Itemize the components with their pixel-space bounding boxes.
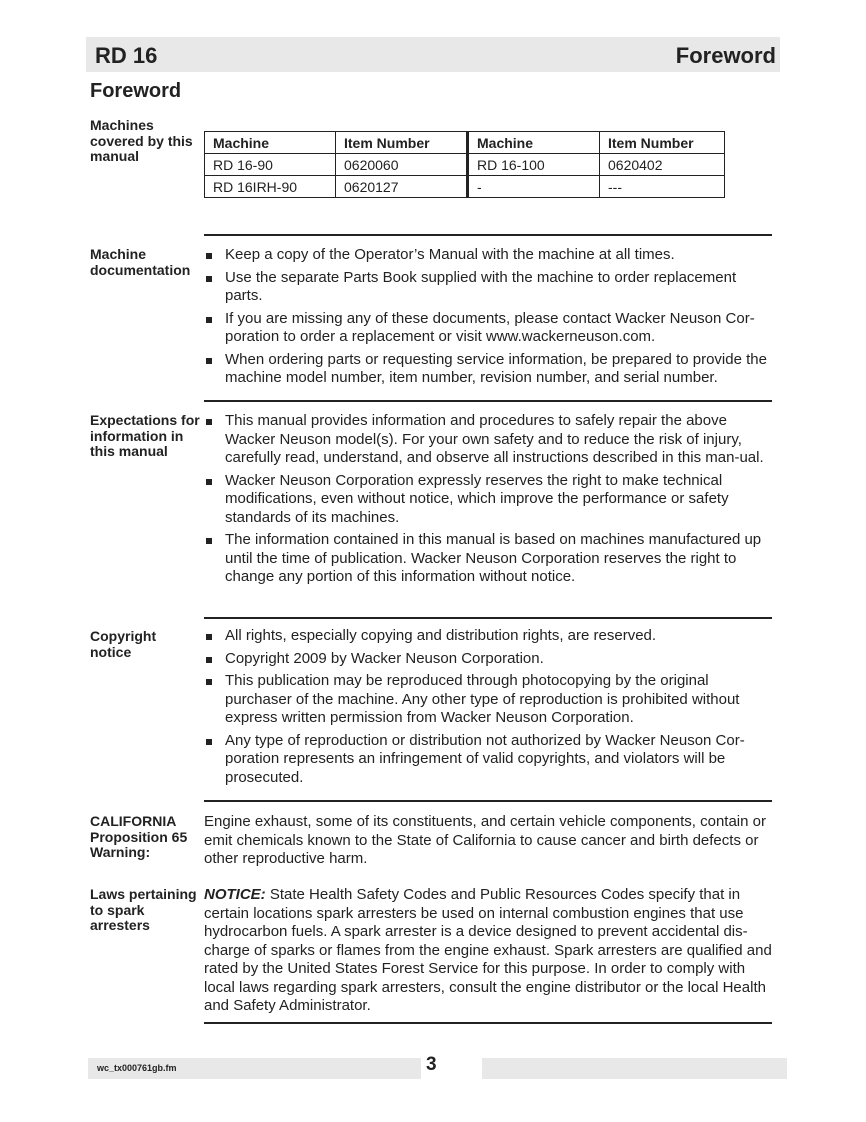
page-title: Foreword — [90, 80, 182, 102]
divider — [204, 1022, 772, 1024]
table-row — [205, 176, 725, 198]
page-header — [86, 37, 780, 72]
expectations-list — [204, 412, 774, 591]
bullet-icon — [206, 276, 212, 282]
machines-label: Machines covered by this manual — [90, 117, 193, 164]
list-item — [204, 351, 774, 388]
list-item — [204, 672, 774, 728]
footer-filename: wc_tx000761gb.fm — [97, 1063, 177, 1073]
list-item-text: Keep a copy of the Operator’s Manual with the machine at all times. — [225, 246, 675, 263]
bullet-icon — [206, 739, 212, 745]
copyright-label: Copyright notice — [90, 628, 157, 660]
list-item-text: Wacker Neuson Corporation expressly reserves the right to make technical modifications, even without notice, which improve the performance or safety standards of its machines. — [225, 471, 729, 526]
table-header: Machine — [205, 132, 336, 154]
table-cell: 0620060 — [336, 154, 468, 176]
list-item — [204, 412, 774, 468]
bullet-icon — [206, 479, 212, 485]
bullet-icon — [206, 253, 212, 259]
list-item-text: This manual provides information and procedures to safely repair the above Wacker Neuson model(s). For your own safety and to reduce the risk of injury, carefully read, understand, and observe all instructions described in this man-ual. — [225, 412, 764, 466]
table-header: Item Number — [600, 132, 725, 154]
table-row — [205, 154, 725, 176]
list-item — [204, 732, 774, 788]
doc-list — [204, 246, 774, 392]
bullet-icon — [206, 657, 212, 663]
footer-file-bar — [88, 1058, 421, 1079]
laws-body: State Health Safety Codes and Public Resources Codes specify that in certain locations spark arresters be used on internal combustion engines that use hydrocarbon fuels. A spark arrester is a device designed to prevent accidental dis-charge of sparks or flames from the engine exhaust. Spark arresters are qualified and rated by the United States Forest Service for this purpose. In order to comply with local laws regarding spark arresters, consult the engine distributor or the local Health and Safety Administrator. — [204, 886, 772, 1014]
table-cell: RD 16-100 — [468, 154, 600, 176]
expectations-label: Expectations for information in this manual — [90, 412, 200, 459]
list-item-text: Use the separate Parts Book supplied with the machine to order replacement parts. — [225, 268, 737, 304]
table-cell: RD 16-90 — [205, 154, 336, 176]
list-item-text: When ordering parts or requesting service information, be prepared to provide the machine model number, item number, revision number, and serial number. — [225, 350, 767, 386]
table-header: Machine — [468, 132, 600, 154]
list-item — [204, 627, 774, 646]
footer-bar — [482, 1058, 787, 1079]
list-item-text: The information contained in this manual is based on machines manufactured up until the time of publication. Wacker Neuson Corporation reserves the right to change any portion of this information without notice. — [225, 531, 762, 585]
bullet-icon — [206, 634, 212, 640]
list-item — [204, 472, 774, 528]
list-item — [204, 531, 774, 587]
table-header: Item Number — [336, 132, 468, 154]
list-item-text: This publication may be reproduced through photocopying by the original purchaser of the machine. Any other type of reproduction is prohibited without express written permission from Wacker Neuson Corporation. — [225, 672, 740, 726]
list-item-text: Copyright 2009 by Wacker Neuson Corporation. — [225, 649, 544, 667]
list-item — [204, 650, 774, 669]
machines-table — [204, 131, 725, 198]
table-cell: RD 16IRH-90 — [205, 176, 336, 198]
bullet-icon — [206, 358, 212, 364]
list-item — [204, 269, 774, 306]
header-model: RD 16 — [95, 43, 158, 68]
bullet-icon — [206, 679, 212, 685]
notice-label: NOTICE: — [204, 886, 266, 903]
copyright-list — [204, 627, 774, 791]
page-number: 3 — [426, 1054, 437, 1075]
california-text: Engine exhaust, some of its constituents, and certain vehicle components, contain or emit chemicals known to the State of California to cause cancer and birth defects or other reproductive harm. — [204, 813, 766, 867]
list-item — [204, 310, 774, 347]
list-item-text: If you are missing any of these documents, please contact Wacker Neuson Cor-poration to order a replacement or visit www.wackerneuson.com. — [225, 309, 755, 345]
doc-label: Machine documentation — [90, 246, 191, 278]
list-item-text: All rights, especially copying and distribution rights, are reserved. — [225, 627, 657, 644]
table-cell: 0620127 — [336, 176, 468, 198]
laws-text — [204, 886, 774, 1016]
table-cell: --- — [600, 176, 725, 198]
bullet-icon — [206, 419, 212, 425]
table-cell: 0620402 — [600, 154, 725, 176]
bullet-icon — [206, 538, 212, 544]
california-label: CALIFORNIA Proposition 65 Warning: — [90, 813, 188, 860]
list-item — [204, 246, 774, 265]
laws-label: Laws pertaining to spark arresters — [90, 886, 197, 933]
bullet-icon — [206, 317, 212, 323]
divider — [204, 800, 772, 802]
divider — [204, 234, 772, 236]
list-item-text: Any type of reproduction or distribution not authorized by Wacker Neuson Cor-poration represents an infringement of valid copyrights, and violators will be prosecuted. — [225, 731, 745, 786]
table-cell: - — [468, 176, 600, 198]
divider — [204, 400, 772, 402]
divider — [204, 617, 772, 619]
header-section: Foreword — [675, 43, 776, 68]
table-header-row — [205, 132, 725, 154]
